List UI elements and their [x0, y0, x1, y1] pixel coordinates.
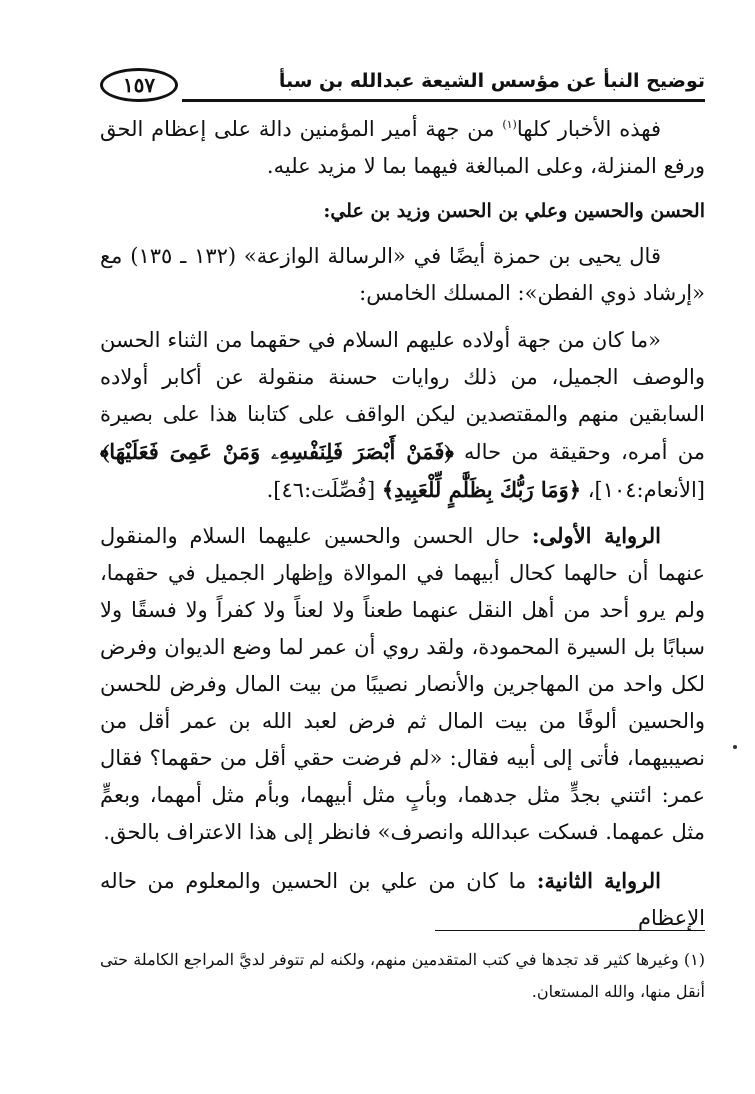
paragraph-3-text: «ما كان من جهة أولاده عليهم السلام في حقهما من الثناء الحسن والوصف الجميل، من ذلك روايات حسنة منقولة عن أكابر أولاده السابقين منهم والمقتصدين ليكن الواقف على كتابنا هذا على بصيرة من أمره، وحقيقة من حاله: [100, 328, 705, 464]
header-rule: [182, 99, 705, 102]
paragraph-1-text-b: من جهة أمير المؤمنين دالة على إعظام الحق ورفع المنزلة، وعلى المبالغة فيهما بما لا مزيد عليه.: [100, 117, 705, 178]
page-header: [100, 62, 705, 108]
paragraph-2-text: قال يحيى بن حمزة أيضًا في «الرسالة الوازعة» (١٣٢ ـ ١٣٥) مع «إرشاد ذوي الفطن»: المسلك الخامس:: [100, 244, 705, 305]
footnote-reference[interactable]: (١): [502, 118, 517, 131]
footnote-separator: [435, 930, 705, 931]
paragraph-1-text-a: فهذه الأخبار كلها: [516, 117, 661, 141]
quran-verse-1: ﴿فَمَنْ أَبْصَرَ فَلِنَفْسِهِۦ وَمَنْ عَمِىَ فَعَلَيْهَا﴾: [100, 439, 454, 464]
narration-2-label: الرواية الثانية:: [536, 868, 661, 893]
paragraph-1: [100, 106, 705, 185]
paragraph-5: [100, 862, 705, 937]
running-title: توضيح النبأ عن مؤسس الشيعة عبدالله بن سبأ: [278, 70, 705, 92]
narration-1-label: الرواية الأولى:: [531, 523, 661, 548]
paragraph-4-text: حال الحسن والحسين عليهما السلام والمنقول عنهما أن حالهما كحال أبيهما في الموالاة وإظهار الجميل في حقهما، ولم يرو أحد من أهل النقل عنهما طعناً ولا لعناً ولا كفراً ولا فسقًا ولا سبابًا بل السيرة المحمودة، ولقد روي أن عمر لما وضع الديوان وفرض لكل واحد من المهاجرين والأنصار نصيبًا من بيت المال وفرض للحسن والحسين ألوفًا من بيت المال ثم فرض لعبد الله بن عمر أقل من نصيبيهما، فأتى إلى أبيه فقال: «لم فرضت حقي أقل من حقهما؟ فقال عمر: ائتني بجدٍّ مثل جدهما، وبأبٍ مثل أبيهما، وبأم مثل أمهما، وبعمٍّ مثل عمهما. فسكت عبدالله وانصرف» فانظر إلى هذا الاعتراف بالحق.: [100, 524, 705, 844]
page-number: ١٥٧: [100, 68, 178, 102]
verse-reference-2: [فُصِّلَت:٤٦].: [266, 478, 382, 502]
paragraph-4: [100, 517, 705, 851]
paragraph-5-text: ما كان من علي بن الحسين والمعلوم من حاله الإعظام: [100, 869, 705, 930]
paragraph-3: [100, 322, 705, 509]
paragraph-2: [100, 238, 705, 312]
section-heading: الحسن والحسين وعلي بن الحسن وزيد بن علي:: [323, 200, 705, 222]
footnote-text: وغيرها كثير قد تجدها في كتب المتقدمين منهم، ولكنه لم تتوفر لديَّ المراجع الكاملة حتى أنقل منها، والله المستعان.: [100, 950, 705, 1001]
margin-dot: [733, 745, 737, 749]
footnote-marker: (١): [683, 950, 705, 969]
verse-reference-1: [الأنعام:١٠٤]،: [581, 478, 705, 502]
footnote: [100, 944, 705, 1008]
quran-verse-2: ﴿وَمَا رَبُّكَ بِظَلَّٰمٍ لِّلْعَبِيدِ﴾: [381, 477, 582, 502]
